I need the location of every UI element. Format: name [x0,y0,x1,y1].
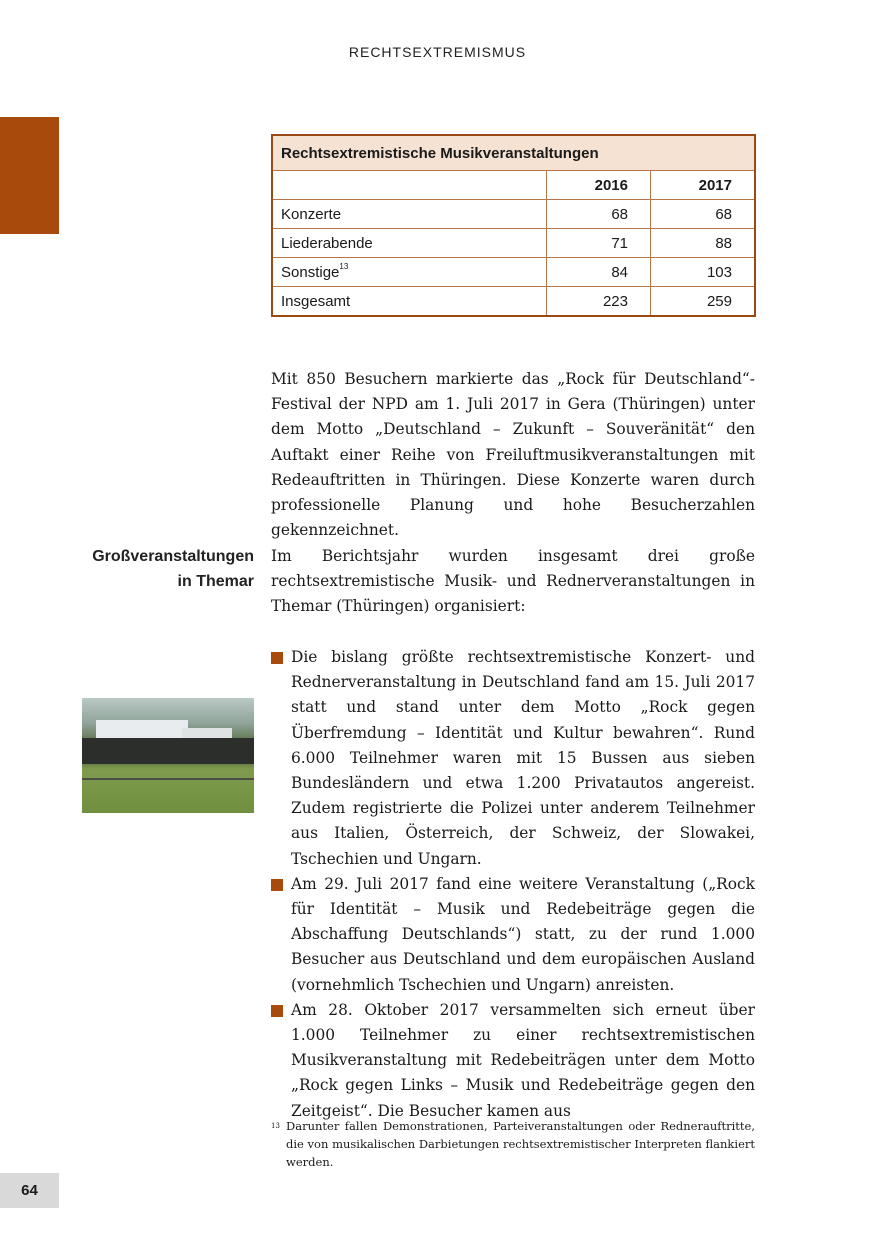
side-heading [60,544,254,594]
page-number: 64 [0,1173,59,1208]
cell-2017: 88 [651,229,756,258]
running-header: RECHTSEXTREMISMUS [348,44,527,60]
table-header-2017: 2017 [651,171,756,200]
row-label: Konzerte [272,200,547,229]
cell-2017: 259 [651,287,756,317]
section-paragraph: Im Berichtsjahr wurden insgesamt drei große rechtsextremistische Musik- und Rednerveranstaltungen in Themar (Thüringen) organisiert: [271,547,755,616]
square-bullet-icon [271,652,283,664]
festival-photo [82,698,254,813]
footnote-text: Darunter fallen Demonstrationen, Parteiveranstaltungen oder Rednerauftritte, die von musikalischen Darbietungen rechtsextremistischer Interpreten flankiert werden. [286,1119,755,1169]
row-label: Liederabende [272,229,547,258]
row-label-cell [272,258,547,287]
music-events-table [271,134,756,317]
table-header-2016: 2016 [547,171,651,200]
cell-2016: 84 [547,258,651,287]
footnote-ref[interactable]: 13 [339,261,349,271]
square-bullet-icon [271,879,283,891]
cell-2016: 68 [547,200,651,229]
list-item [271,998,755,1124]
table-row [272,229,755,258]
side-heading-line1: Großveranstaltungen [92,548,254,565]
list-item-text: Die bislang größte rechtsextremistische Konzert- und Rednerveranstaltung in Deutschland fand am 15. Juli 2017 statt und stand unter dem Motto „Rock gegen Überfremdung – Identität und Kultur bewahren“. Rund 6.000 Teilnehmer waren mit 15 Bussen aus sieben Bundesländern und etwa 1.200 Privatautos angereist. Zudem registrierte die Polizei unter anderem Teilnehmer aus Italien, Österreich, der Schweiz, der Slowakei, Tschechien und Ungarn. [291,648,755,868]
footnote-number: 13 [271,1122,280,1130]
table-header-empty [272,171,547,200]
table-row [272,258,755,287]
cell-2016: 71 [547,229,651,258]
bullet-list [271,645,755,1124]
side-heading-line2: in Themar [177,573,254,590]
cell-2016: 223 [547,287,651,317]
intro-paragraph: Mit 850 Besuchern markierte das „Rock für Deutschland“-Festival der NPD am 1. Juli 2017 in Gera (Thüringen) unter dem Motto „Deutschland – Zukunft – Souveränität“ den Auftakt einer Reihe von Freiluftmusikveranstaltungen mit Redeauftritten in Thüringen. Diese Konzerte waren durch professionelle Planung und hohe Besucherzahlen gekennzeichnet. [271,370,755,540]
list-item-text: Am 28. Oktober 2017 versammelten sich erneut über 1.000 Teilnehmer zu einer rechtsextremistischen Musikveranstaltung mit Redebeiträgen unter dem Motto „Rock gegen Links – Musik und Redebeiträge gegen den Zeitgeist“. Die Besucher kamen aus [291,1000,755,1120]
list-item-text: Am 29. Juli 2017 fand eine weitere Veranstaltung („Rock für Identität – Musik und Redebeiträge gegen die Abschaffung Deutschlands“) statt, zu der rund 1.000 Besucher aus Deutschland und dem europäischen Ausland (vornehmlich Tschechien und Ungarn) anreisten. [291,874,755,994]
footnote [271,1117,755,1171]
chapter-tab-marker [0,117,59,234]
list-item [271,645,755,872]
crowd-shape [82,738,254,764]
table-row [272,287,755,317]
table-caption: Rechtsextremistische Musikveranstaltungen [272,135,755,171]
row-label: Sonstige [281,263,340,281]
cell-2017: 103 [651,258,756,287]
cell-2017: 68 [651,200,756,229]
fence-rail-shape [82,778,254,780]
row-label: Insgesamt [272,287,547,317]
list-item [271,872,755,998]
table-row [272,200,755,229]
square-bullet-icon [271,1005,283,1017]
